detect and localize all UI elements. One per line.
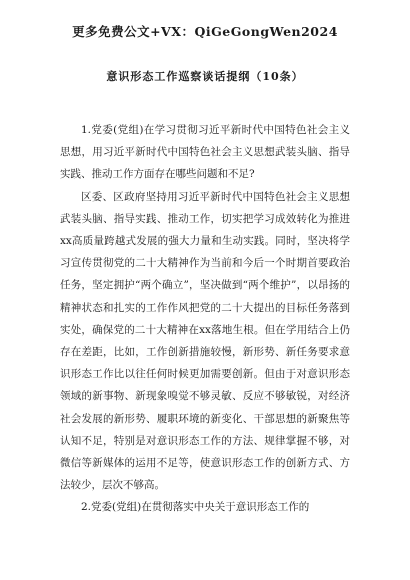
- document-body: [60, 119, 350, 519]
- paragraph-question-1: 1.党委(党组)在学习贯彻习近平新时代中国特色社会主义思想，用习近平新时代中国特色社会主义思想武装头脑、指导实践、推动工作方面存在哪些问题和不足?: [60, 124, 350, 181]
- paragraph-question-2: 2.党委(党组)在贯彻落实中央关于意识形态工作的: [81, 501, 310, 514]
- promo-header: 更多免费公文+VX：QiGeGongWen2024: [72, 24, 338, 39]
- paragraph-answer-1: 区委、区政府坚持用习近平新时代中国特色社会主义思想武装头脑、指导实践、推动工作，切实把学习成效转化为推进xx高质量跨越式发展的强大力量和生动实践。同时，坚决将学习宣传贯彻党的二十大精神作为当前和今后一个时期首要政治任务，坚定拥护“两个确立”，坚决做到“两个维护”，以昂扬的精神状态和扎实的工作作风把党的二十大提出的目标任务落到实处，确保党的二十大精神在xx落地生根。但在学用结合上仍存在差距，比如，工作创新措施较慢，新形势、新任务要求意识形态工作比以往任何时候更加需要创新。但由于对意识形态领域的新事物、新现象嗅觉不够灵敏、反应不够敏锐，对经济社会发展的新形势、履职环境的新变化、干部思想的新聚焦等认知不足，特别是对意识形态工作的方法、规律掌握不够，对微信等新媒体的运用不足等，使意识形态工作的创新方式、方法较少，层次不够高。: [60, 190, 350, 492]
- document-title: 意识形态工作巡察谈话提纲（10条）: [106, 70, 304, 83]
